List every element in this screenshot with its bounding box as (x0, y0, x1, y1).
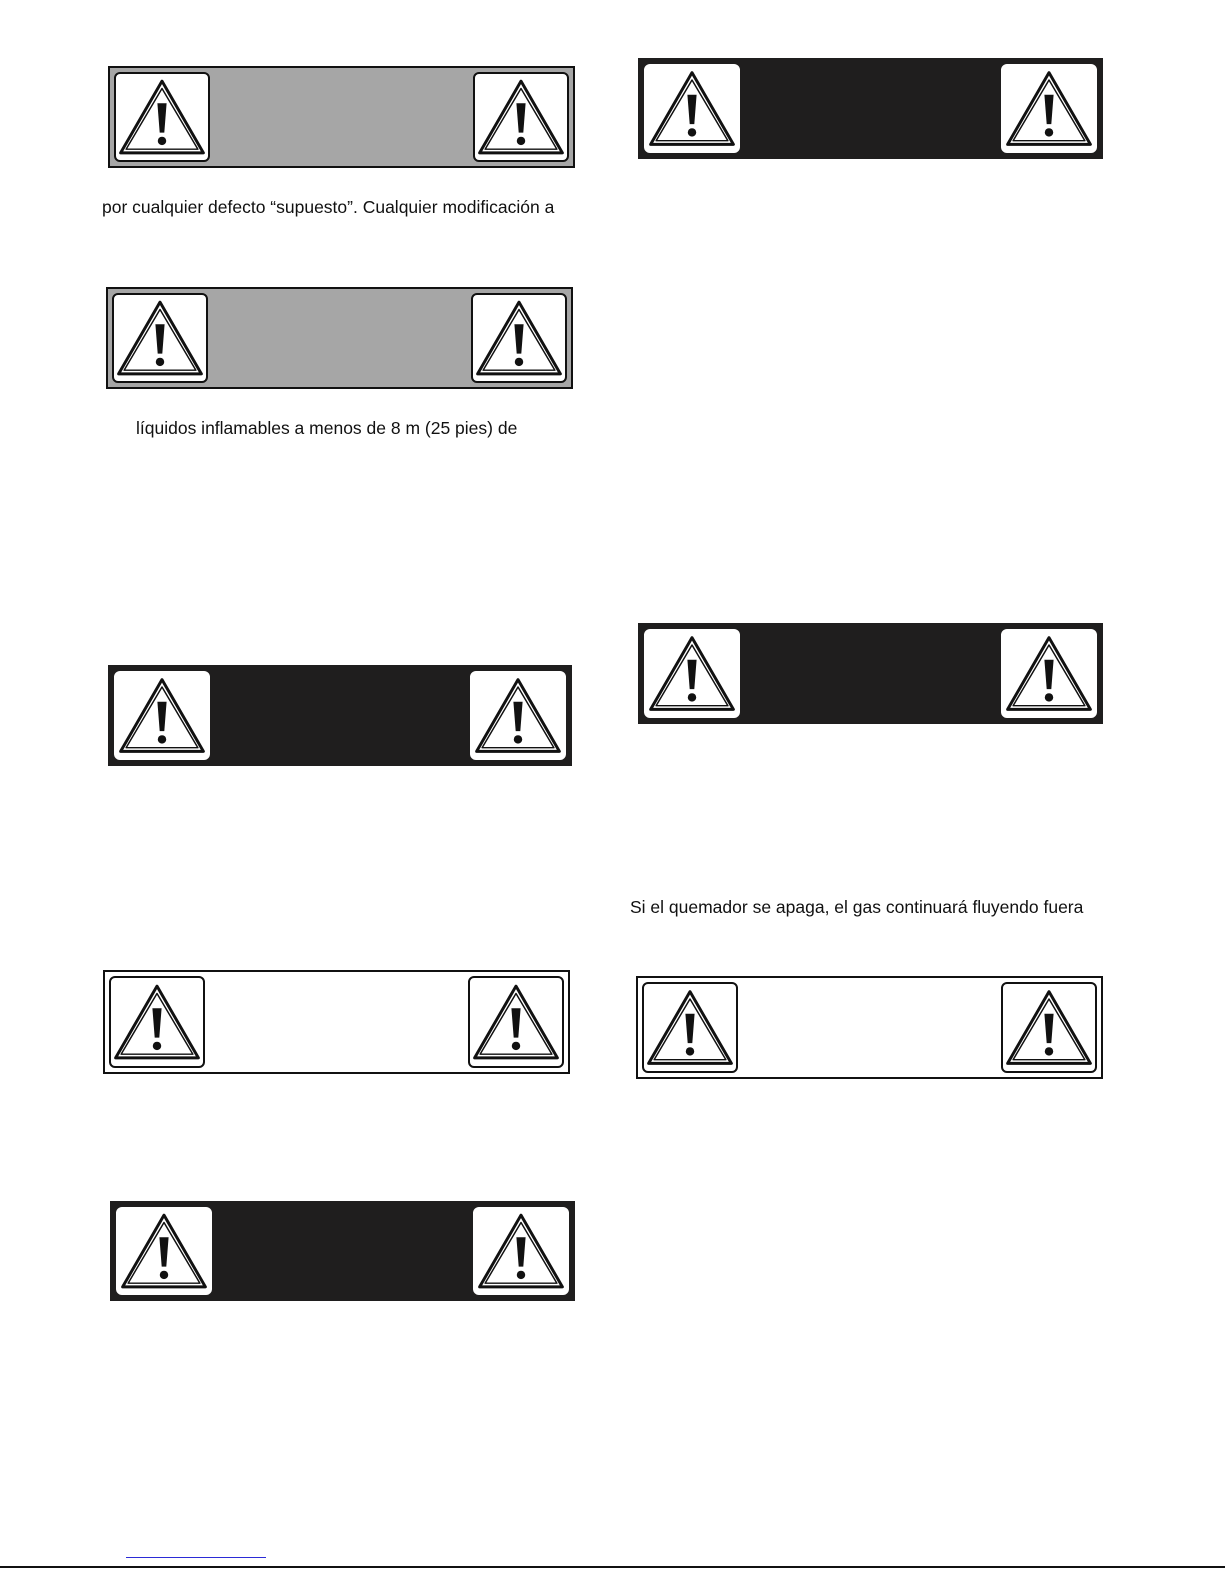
warning-triangle-icon (1001, 982, 1097, 1073)
warning-banner-1 (108, 66, 575, 168)
warning-banner-4 (103, 970, 570, 1074)
warning-triangle-icon (1001, 64, 1097, 153)
warning-banner-6 (638, 58, 1103, 159)
warning-triangle-icon (468, 976, 564, 1068)
warning-triangle-icon (114, 671, 210, 760)
warning-banner-8 (636, 976, 1103, 1079)
warning-triangle-icon (109, 976, 205, 1068)
warning-triangle-icon (114, 72, 210, 162)
body-text-line: líquidos inflamables a menos de 8 m (25 pies) de (136, 418, 518, 438)
footer-rule (0, 1566, 1225, 1568)
warning-triangle-icon (470, 671, 566, 760)
warning-banner-5 (110, 1201, 575, 1301)
warning-triangle-icon (112, 293, 208, 383)
warning-triangle-icon (473, 72, 569, 162)
warning-triangle-icon (1001, 629, 1097, 718)
warning-triangle-icon (116, 1207, 212, 1295)
warning-triangle-icon (642, 982, 738, 1073)
warning-banner-2 (106, 287, 573, 389)
warning-triangle-icon (471, 293, 567, 383)
warning-triangle-icon (644, 629, 740, 718)
warning-triangle-icon (473, 1207, 569, 1295)
body-text-line: por cualquier defecto “supuesto”. Cualquier modificación a (102, 197, 555, 217)
warning-triangle-icon (644, 64, 740, 153)
warning-banner-3 (108, 665, 572, 766)
body-text-line: Si el quemador se apaga, el gas continuará fluyendo fuera (630, 897, 1084, 917)
footer-link-underline[interactable] (126, 1557, 266, 1558)
warning-banner-7 (638, 623, 1103, 724)
